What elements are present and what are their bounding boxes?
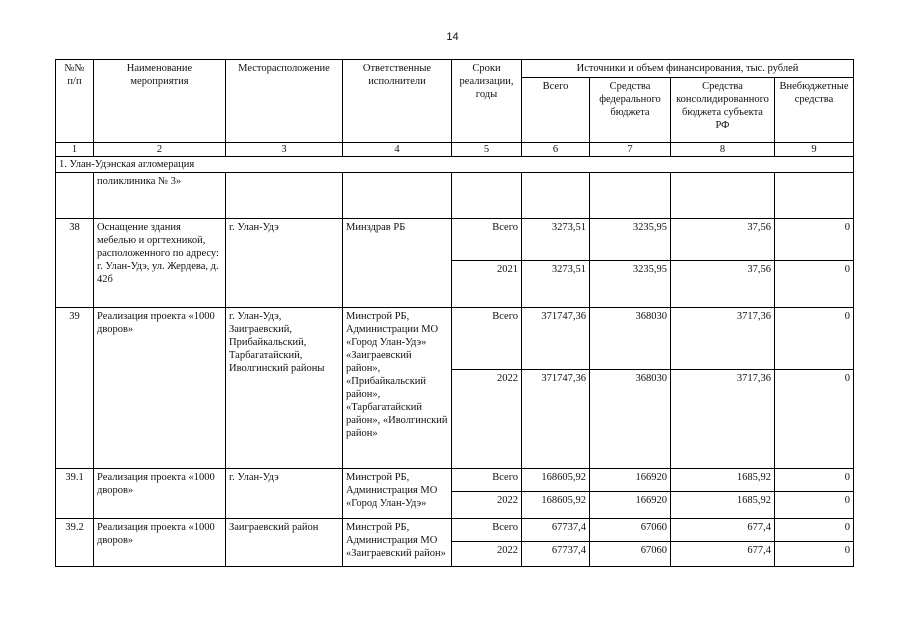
- row-executors: Минздрав РБ: [343, 219, 452, 308]
- row-number: 38: [56, 219, 94, 308]
- financing-table: [55, 59, 854, 567]
- row-regional: 1685,92: [671, 492, 775, 519]
- row-name: Реализация проекта «1000 дворов»: [94, 519, 226, 567]
- row-term: Всего: [452, 519, 522, 542]
- header-row-1: [56, 60, 854, 78]
- continuation-text: поликлиника № 3»: [94, 173, 226, 219]
- row-federal: 3235,95: [590, 219, 671, 261]
- table-row: [56, 519, 854, 542]
- table-row: [56, 308, 854, 370]
- row-term: 2022: [452, 492, 522, 519]
- row-executors: Минстрой РБ, Администрация МО «Город Улан-Удэ»: [343, 469, 452, 519]
- row-regional: 677,4: [671, 519, 775, 542]
- row-extra: 0: [775, 219, 854, 261]
- row-total: 168605,92: [522, 469, 590, 492]
- row-number: 39: [56, 308, 94, 469]
- header-total: Всего: [522, 78, 590, 143]
- row-name: Реализация проекта «1000 дворов»: [94, 308, 226, 469]
- column-number-row: [56, 143, 854, 157]
- row-federal: 166920: [590, 492, 671, 519]
- column-number: 8: [671, 143, 775, 157]
- row-executors: Минстрой РБ, Администрация МО «Заиграевский район»: [343, 519, 452, 567]
- row-extra: 0: [775, 469, 854, 492]
- page-number: 14: [446, 31, 459, 43]
- row-extra: 0: [775, 492, 854, 519]
- row-location: г. Улан-Удэ, Заиграевский, Прибайкальский, Тарбагатайский, Иволгинский районы: [226, 308, 343, 469]
- column-number: 2: [94, 143, 226, 157]
- column-number: 5: [452, 143, 522, 157]
- header-terms: Сроки реализации, годы: [452, 60, 522, 143]
- row-name: Оснащение здания мебелью и оргтехникой, расположенного по адресу: г. Улан-Удэ, ул. Жердева, д. 42б: [94, 219, 226, 308]
- header-num: №№ п/п: [56, 60, 94, 143]
- row-extra: 0: [775, 519, 854, 542]
- section-row: [56, 157, 854, 173]
- row-federal: 368030: [590, 370, 671, 469]
- row-total: 3273,51: [522, 219, 590, 261]
- continuation-row: [56, 173, 854, 219]
- column-number: 7: [590, 143, 671, 157]
- row-federal: 166920: [590, 469, 671, 492]
- row-term: Всего: [452, 219, 522, 261]
- section-title: 1. Улан-Удэнская агломерация: [56, 157, 854, 173]
- header-regional: Средства консолидированного бюджета субъекта РФ: [671, 78, 775, 143]
- row-executors: Минстрой РБ, Администрации МО «Город Улан-Удэ» «Заиграевский район», «Прибайкальский район», «Тарбагатайский район», «Иволгинский район»: [343, 308, 452, 469]
- column-number: 3: [226, 143, 343, 157]
- row-term: 2022: [452, 370, 522, 469]
- row-federal: 368030: [590, 308, 671, 370]
- row-regional: 37,56: [671, 219, 775, 261]
- row-term: 2022: [452, 542, 522, 567]
- table-row: [56, 469, 854, 492]
- row-regional: 3717,36: [671, 308, 775, 370]
- row-number: 39.1: [56, 469, 94, 519]
- header-sources: Источники и объем финансирования, тыс. рублей: [522, 60, 854, 78]
- row-extra: 0: [775, 542, 854, 567]
- row-total: 168605,92: [522, 492, 590, 519]
- table-row: [56, 219, 854, 261]
- header-location: Месторасположение: [226, 60, 343, 143]
- row-total: 371747,36: [522, 308, 590, 370]
- row-location: г. Улан-Удэ: [226, 219, 343, 308]
- row-regional: 1685,92: [671, 469, 775, 492]
- row-term: 2021: [452, 261, 522, 308]
- row-total: 67737,4: [522, 542, 590, 567]
- header-federal: Средства федерального бюджета: [590, 78, 671, 143]
- column-number: 4: [343, 143, 452, 157]
- row-regional: 3717,36: [671, 370, 775, 469]
- row-term: Всего: [452, 469, 522, 492]
- row-total: 3273,51: [522, 261, 590, 308]
- row-name: Реализация проекта «1000 дворов»: [94, 469, 226, 519]
- column-number: 1: [56, 143, 94, 157]
- row-extra: 0: [775, 261, 854, 308]
- header-name: Наименование мероприятия: [94, 60, 226, 143]
- row-federal: 67060: [590, 542, 671, 567]
- row-location: г. Улан-Удэ: [226, 469, 343, 519]
- row-total: 67737,4: [522, 519, 590, 542]
- row-regional: 37,56: [671, 261, 775, 308]
- column-number: 6: [522, 143, 590, 157]
- row-extra: 0: [775, 308, 854, 370]
- header-extra: Внебюджетные средства: [775, 78, 854, 143]
- row-federal: 3235,95: [590, 261, 671, 308]
- header-executors: Ответственные исполнители: [343, 60, 452, 143]
- row-extra: 0: [775, 370, 854, 469]
- row-federal: 67060: [590, 519, 671, 542]
- row-term: Всего: [452, 308, 522, 370]
- row-regional: 677,4: [671, 542, 775, 567]
- row-location: Заиграевский район: [226, 519, 343, 567]
- row-total: 371747,36: [522, 370, 590, 469]
- row-number: 39.2: [56, 519, 94, 567]
- column-number: 9: [775, 143, 854, 157]
